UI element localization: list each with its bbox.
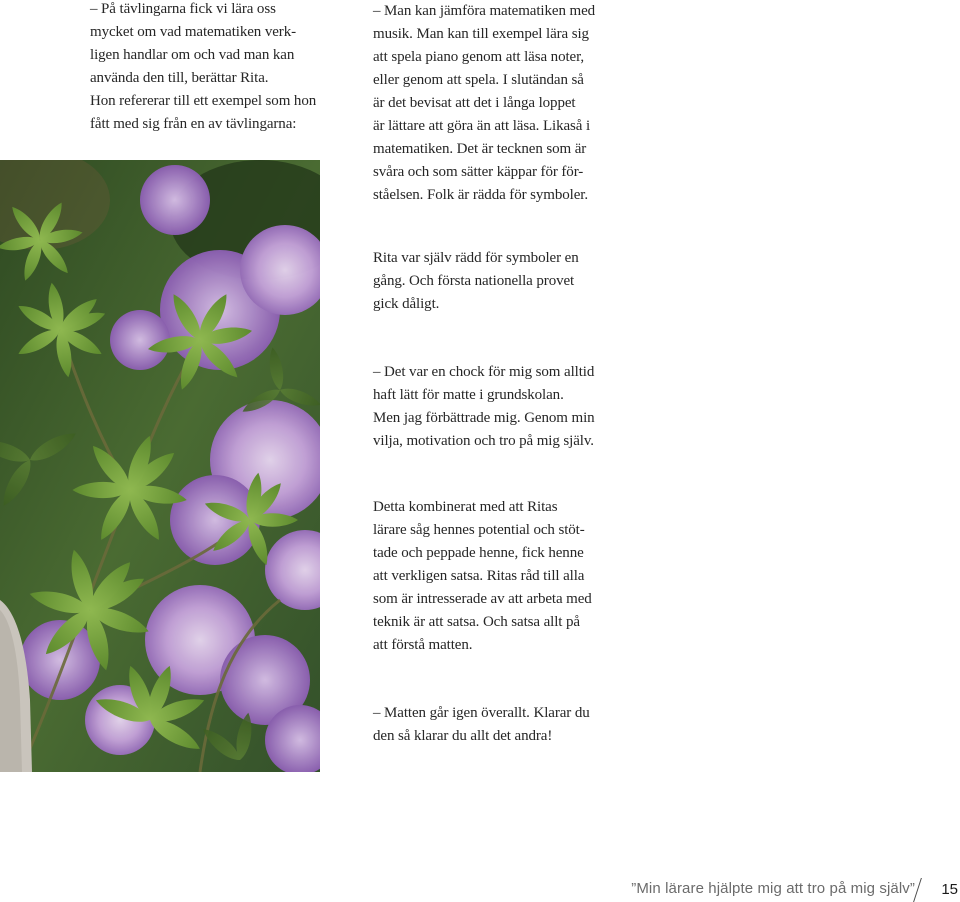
- text-line: använda den till, berättar Rita.: [90, 70, 269, 86]
- text-line: – På tävlingarna fick vi lära oss: [90, 1, 276, 17]
- text-line: musik. Man kan till exempel lära sig: [373, 26, 589, 42]
- text-line: – Det var en chock för mig som alltid: [373, 364, 595, 380]
- text-line: den så klarar du allt det andra!: [373, 728, 553, 744]
- text-line: ståelsen. Folk är rädda för symboler.: [373, 187, 588, 203]
- page-footer: [0, 878, 960, 902]
- text-line: är lättare att göra än att läsa. Likaså i: [373, 118, 591, 134]
- text-line: är det bevisat att det i långa loppet: [373, 95, 576, 111]
- text-line: tade och peppade henne, fick henne: [373, 545, 584, 561]
- quote-chock: [373, 361, 643, 453]
- text-line: ligen handlar om och vad man kan: [90, 47, 295, 63]
- text-line: gång. Och första nationella provet: [373, 273, 575, 289]
- page-number: 15: [941, 881, 958, 898]
- text-line: haft lätt för matte i grundskolan.: [373, 387, 564, 403]
- left-column: [90, 0, 360, 136]
- text-line: Rita var själv rädd för symboler en: [373, 250, 579, 266]
- text-line: eller genom att spela. I slutändan så: [373, 72, 584, 88]
- text-line: att spela piano genom att läsa noter,: [373, 49, 585, 65]
- text-line: fått med sig från en av tävlingarna:: [90, 116, 297, 132]
- text-line: att verkligen satsa. Ritas råd till alla: [373, 568, 585, 584]
- text-line: gick dåligt.: [373, 296, 440, 312]
- text-line: – Man kan jämföra matematiken med: [373, 3, 596, 19]
- quote-music: [373, 0, 643, 207]
- text-line: att förstå matten.: [373, 637, 473, 653]
- text-line: Men jag förbättrade mig. Genom min: [373, 410, 595, 426]
- text-line: mycket om vad matematiken verk-: [90, 24, 296, 40]
- text-line: Detta kombinerat med att Ritas: [373, 499, 558, 515]
- text-line: som är intresserade av att arbeta med: [373, 591, 592, 607]
- text-line: – Matten går igen överallt. Klarar du: [373, 705, 590, 721]
- text-line: Hon refererar till ett exempel som hon: [90, 93, 317, 109]
- rhododendron-illustration: [0, 160, 320, 772]
- running-title: ”Min lärare hjälpte mig att tro på mig själv”: [631, 880, 915, 897]
- rhododendron-photo: [0, 160, 320, 772]
- text-line: vilja, motivation och tro på mig själv.: [373, 433, 594, 449]
- paragraph-rita-afraid: [373, 247, 643, 316]
- text-line: svåra och som sätter käppar för för-: [373, 164, 584, 180]
- text-line: teknik är att satsa. Och satsa allt på: [373, 614, 580, 630]
- text-line: matematiken. Det är tecknen som är: [373, 141, 587, 157]
- paragraph-teachers: [373, 496, 643, 657]
- text-line: lärare såg hennes potential och stöt-: [373, 522, 585, 538]
- quote-matten: [373, 702, 643, 748]
